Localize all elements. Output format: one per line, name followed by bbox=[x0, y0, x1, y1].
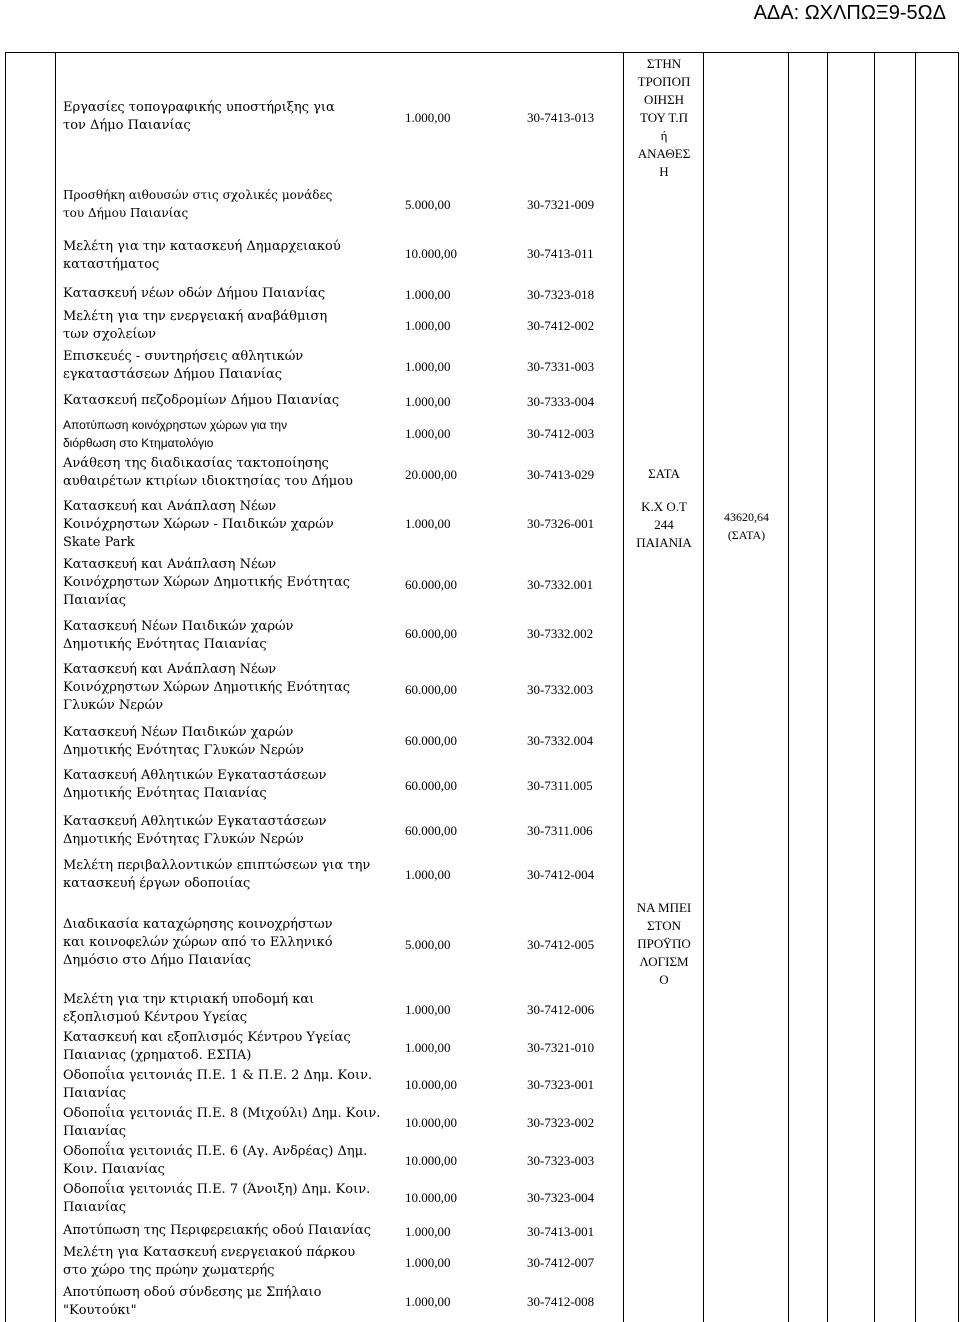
row-description bbox=[63, 1244, 355, 1280]
note-sata-total: 43620,64 (ΣΑΤΑ) bbox=[724, 510, 769, 542]
description-line: Μελέτη για Κατασκευή ενεργειακού πάρκου bbox=[63, 1245, 356, 1260]
description-line: Αποτύπωση οδού σύνδεσης με Σπήλαιο bbox=[63, 1285, 322, 1300]
row-code: 30-7311.006 bbox=[527, 823, 593, 838]
row-description bbox=[63, 813, 326, 849]
note-budget: ΝΑ ΜΠΕΙ ΣΤΟΝ ΠΡΟΫΠΟ ΛΟΓΙΣΜ Ο bbox=[636, 900, 692, 987]
row-amount: 10.000,00 bbox=[405, 1190, 457, 1205]
description-line: διόρθωση στο Κτηματολόγιο bbox=[63, 436, 214, 450]
row-amount: 1.000,00 bbox=[405, 1224, 451, 1239]
row-amount: 1.000,00 bbox=[405, 318, 451, 333]
row-code: 30-7326-001 bbox=[527, 516, 595, 531]
description-line: Μελέτη για την κτιριακή υποδομή και bbox=[63, 992, 315, 1007]
description-line: Αποτύπωση της Περιφερειακής οδού Παιανίας bbox=[63, 1223, 371, 1238]
row-amount: 5.000,00 bbox=[405, 937, 451, 952]
description-line: Κατασκευή και Ανάπλαση Νέων bbox=[63, 662, 277, 677]
row-amount: 60.000,00 bbox=[405, 733, 457, 748]
description-line: Κοινόχρηστων Χώρων Δημοτικής Ενότητας bbox=[63, 575, 351, 590]
row-description bbox=[63, 348, 303, 384]
description-line: του Δήμου Παιανίας bbox=[63, 206, 189, 220]
row-description bbox=[63, 308, 327, 344]
description-line: Κατασκευή και Ανάπλαση Νέων bbox=[63, 499, 277, 514]
row-code: 30-7332.001 bbox=[527, 577, 594, 592]
row-description bbox=[63, 767, 326, 803]
row-description bbox=[63, 1143, 367, 1179]
description-line: Κατασκευή Αθλητικών Εγκαταστάσεων bbox=[63, 768, 327, 783]
row-amount: 60.000,00 bbox=[405, 778, 457, 793]
row-code: 30-7413-013 bbox=[527, 110, 595, 125]
row-code: 30-7321-009 bbox=[527, 197, 595, 212]
description-line: Οδοποΐια γειτονιάς Π.Ε. 1 & Π.Ε. 2 Δημ. Κοιν. bbox=[63, 1068, 373, 1083]
row-description bbox=[63, 498, 334, 552]
row-amount: 1.000,00 bbox=[405, 394, 451, 409]
row-amount: 1.000,00 bbox=[405, 359, 451, 374]
row-amount: 1.000,00 bbox=[405, 867, 451, 882]
description-line: Παιανίας bbox=[63, 1200, 127, 1215]
row-description bbox=[63, 186, 332, 222]
row-code: 30-7332.004 bbox=[527, 733, 594, 748]
description-line: Κατασκευή Νέων Παιδικών χαρών bbox=[63, 725, 294, 740]
description-line: και κοινοφελών χώρων από το Ελληνικό bbox=[63, 935, 333, 950]
row-code: 30-7331-003 bbox=[527, 359, 595, 374]
row-code: 30-7332.002 bbox=[527, 626, 594, 641]
row-code: 30-7333-004 bbox=[527, 394, 595, 409]
description-line: Κατασκευή Αθλητικών Εγκαταστάσεων bbox=[63, 814, 327, 829]
description-line: Παιανιας (χρηματοδ. ΕΣΠΑ) bbox=[63, 1048, 252, 1063]
description-line: Κατασκευή νέων οδών Δήμου Παιανίας bbox=[63, 286, 326, 301]
description-line: Μελέτη για την κατασκευή Δημαρχειακού bbox=[63, 239, 341, 254]
description-line: εξοπλισμού Κέντρου Υγείας bbox=[63, 1010, 248, 1025]
description-line: Μελέτη για την ενεργειακή αναβάθμιση bbox=[63, 309, 328, 324]
row-amount: 10.000,00 bbox=[405, 246, 457, 261]
row-code: 30-7323-002 bbox=[527, 1115, 595, 1130]
description-line: Κατασκευή πεζοδρομίων Δήμου Παιανίας bbox=[63, 393, 340, 408]
row-amount: 1.000,00 bbox=[405, 1255, 451, 1270]
description-line: Κατασκευή και εξοπλισμός Κέντρου Υγείας bbox=[63, 1030, 351, 1045]
row-code: 30-7412-004 bbox=[527, 867, 595, 882]
row-code: 30-7323-018 bbox=[527, 287, 595, 302]
description-line: Οδοποΐια γειτονιάς Π.Ε. 6 (Αγ. Ανδρέας) Δημ. bbox=[63, 1144, 368, 1159]
row-code: 30-7413-029 bbox=[527, 467, 595, 482]
description-line: Παιανίας bbox=[63, 593, 127, 608]
row-code: 30-7321-010 bbox=[527, 1040, 595, 1055]
row-description bbox=[63, 1284, 321, 1320]
row-description bbox=[63, 416, 287, 452]
row-code: 30-7412-007 bbox=[527, 1255, 595, 1270]
row-amount: 20.000,00 bbox=[405, 467, 457, 482]
description-line: Κοινόχρηστων Χώρων Δημοτικής Ενότητας bbox=[63, 680, 351, 695]
row-amount: 60.000,00 bbox=[405, 626, 457, 641]
row-amount: 10.000,00 bbox=[405, 1153, 457, 1168]
row-description bbox=[63, 1029, 351, 1065]
row-amount: 60.000,00 bbox=[405, 823, 457, 838]
description-line: των σχολείων bbox=[63, 327, 156, 342]
row-description bbox=[63, 1222, 371, 1240]
description-line: Διαδικασία καταχώρησης κοινοχρήστων bbox=[63, 917, 333, 932]
row-code: 30-7412-005 bbox=[527, 937, 595, 952]
row-amount: 60.000,00 bbox=[405, 682, 457, 697]
row-amount: 1.000,00 bbox=[405, 1002, 451, 1017]
row-description bbox=[63, 238, 341, 274]
description-line: Επισκευές - συντηρήσεις αθλητικών bbox=[63, 349, 304, 364]
row-code: 30-7323-001 bbox=[527, 1077, 595, 1092]
row-description bbox=[63, 1067, 372, 1103]
description-line: αυθαιρέτων κτιρίων ιδιοκτησίας του Δήμου bbox=[63, 474, 353, 489]
description-line: Γλυκών Νερών bbox=[63, 698, 164, 713]
row-code: 30-7332.003 bbox=[527, 682, 594, 697]
row-amount: 1.000,00 bbox=[405, 1294, 451, 1309]
row-amount: 1.000,00 bbox=[405, 426, 451, 441]
description-line: καταστήματος bbox=[63, 257, 160, 272]
row-description bbox=[63, 392, 339, 410]
description-line: Προσθήκη αιθουσών στις σχολικές μονάδες bbox=[63, 188, 333, 202]
description-line: Κοιν. Παιανίας bbox=[63, 1162, 165, 1177]
description-line: Εργασίες τοπογραφικής υποστήριξης για bbox=[63, 100, 335, 115]
row-description bbox=[63, 991, 314, 1027]
row-amount: 60.000,00 bbox=[405, 577, 457, 592]
row-code: 30-7412-002 bbox=[527, 318, 595, 333]
row-description bbox=[63, 916, 333, 970]
row-code: 30-7413-011 bbox=[527, 246, 594, 261]
description-line: τον Δήμο Παιανίας bbox=[63, 118, 191, 133]
row-amount: 1.000,00 bbox=[405, 516, 451, 531]
description-line: Παιανίας bbox=[63, 1124, 127, 1139]
note-sata: ΣΑΤΑ bbox=[648, 466, 680, 481]
row-description bbox=[63, 857, 370, 893]
description-line: Κατασκευή Νέων Παιδικών χαρών bbox=[63, 619, 294, 634]
row-description bbox=[63, 1105, 380, 1141]
row-code: 30-7412-003 bbox=[527, 426, 595, 441]
row-code: 30-7323-004 bbox=[527, 1190, 595, 1205]
row-code: 30-7412-006 bbox=[527, 1002, 595, 1017]
row-description bbox=[63, 1181, 370, 1217]
description-line: κατασκευή έργων οδοποιίας bbox=[63, 876, 251, 891]
row-description bbox=[63, 455, 353, 491]
description-line: Κοινόχρηστων Χώρων - Παιδικών χαρών bbox=[63, 517, 334, 532]
row-amount: 1.000,00 bbox=[405, 110, 451, 125]
row-description bbox=[63, 724, 304, 760]
row-code: 30-7412-008 bbox=[527, 1294, 595, 1309]
ada-code: ΑΔΑ: ΩΧΛΠΩΞ9-5ΩΔ bbox=[753, 2, 946, 24]
row-description bbox=[63, 285, 325, 303]
description-line: Οδοποΐια γειτονιάς Π.Ε. 8 (Μιχούλι) Δημ. Κοιν. bbox=[63, 1106, 381, 1121]
row-code: 30-7323-003 bbox=[527, 1153, 595, 1168]
description-line: "Κουτούκι" bbox=[63, 1303, 137, 1318]
description-line: Μελέτη περιβαλλοντικών επιπτώσεων για την bbox=[63, 858, 371, 873]
description-line: Παιανίας bbox=[63, 1086, 127, 1101]
note-transfer: ΣΤΗΝ ΤΡΟΠΟΠ ΟΙΗΣΗ ΤΟΥ Τ.Π ή ΑΝΑΘΕΣ Η bbox=[637, 56, 691, 179]
row-description bbox=[63, 99, 335, 135]
note-kxot: Κ.Χ Ο.Τ 244 ΠΑΙΑΝΙΑ bbox=[636, 499, 692, 550]
description-line: Οδοποΐια γειτονιάς Π.Ε. 7 (Άνοιξη) Δημ. Κοιν. bbox=[63, 1182, 371, 1197]
description-line: Κατασκευή και Ανάπλαση Νέων bbox=[63, 557, 277, 572]
row-description bbox=[63, 661, 350, 715]
row-description bbox=[63, 618, 293, 654]
description-line: Skate Park bbox=[63, 535, 135, 550]
description-line: Ανάθεση της διαδικασίας τακτοποίησης bbox=[63, 456, 329, 471]
description-line: Δημοτικής Ενότητας Παιανίας bbox=[63, 637, 267, 652]
row-amount: 5.000,00 bbox=[405, 197, 451, 212]
description-line: Αποτύπωση κοινόχρηστων χώρων για την bbox=[63, 418, 288, 432]
row-amount: 10.000,00 bbox=[405, 1115, 457, 1130]
row-description bbox=[63, 556, 350, 610]
description-line: εγκαταστάσεων Δήμου Παιανίας bbox=[63, 367, 283, 382]
row-code: 30-7311.005 bbox=[527, 778, 593, 793]
row-code: 30-7413-001 bbox=[527, 1224, 595, 1239]
row-amount: 1.000,00 bbox=[405, 287, 451, 302]
description-line: στο χώρο της πρώην χωματερής bbox=[63, 1263, 275, 1278]
row-amount: 1.000,00 bbox=[405, 1040, 451, 1055]
description-line: Δημοτικής Ενότητας Παιανίας bbox=[63, 786, 267, 801]
description-line: Δημοτικής Ενότητας Γλυκών Νερών bbox=[63, 743, 304, 758]
row-amount: 10.000,00 bbox=[405, 1077, 457, 1092]
description-line: Δημόσιο στο Δήμο Παιανίας bbox=[63, 953, 252, 968]
description-line: Δημοτικής Ενότητας Γλυκών Νερών bbox=[63, 832, 304, 847]
